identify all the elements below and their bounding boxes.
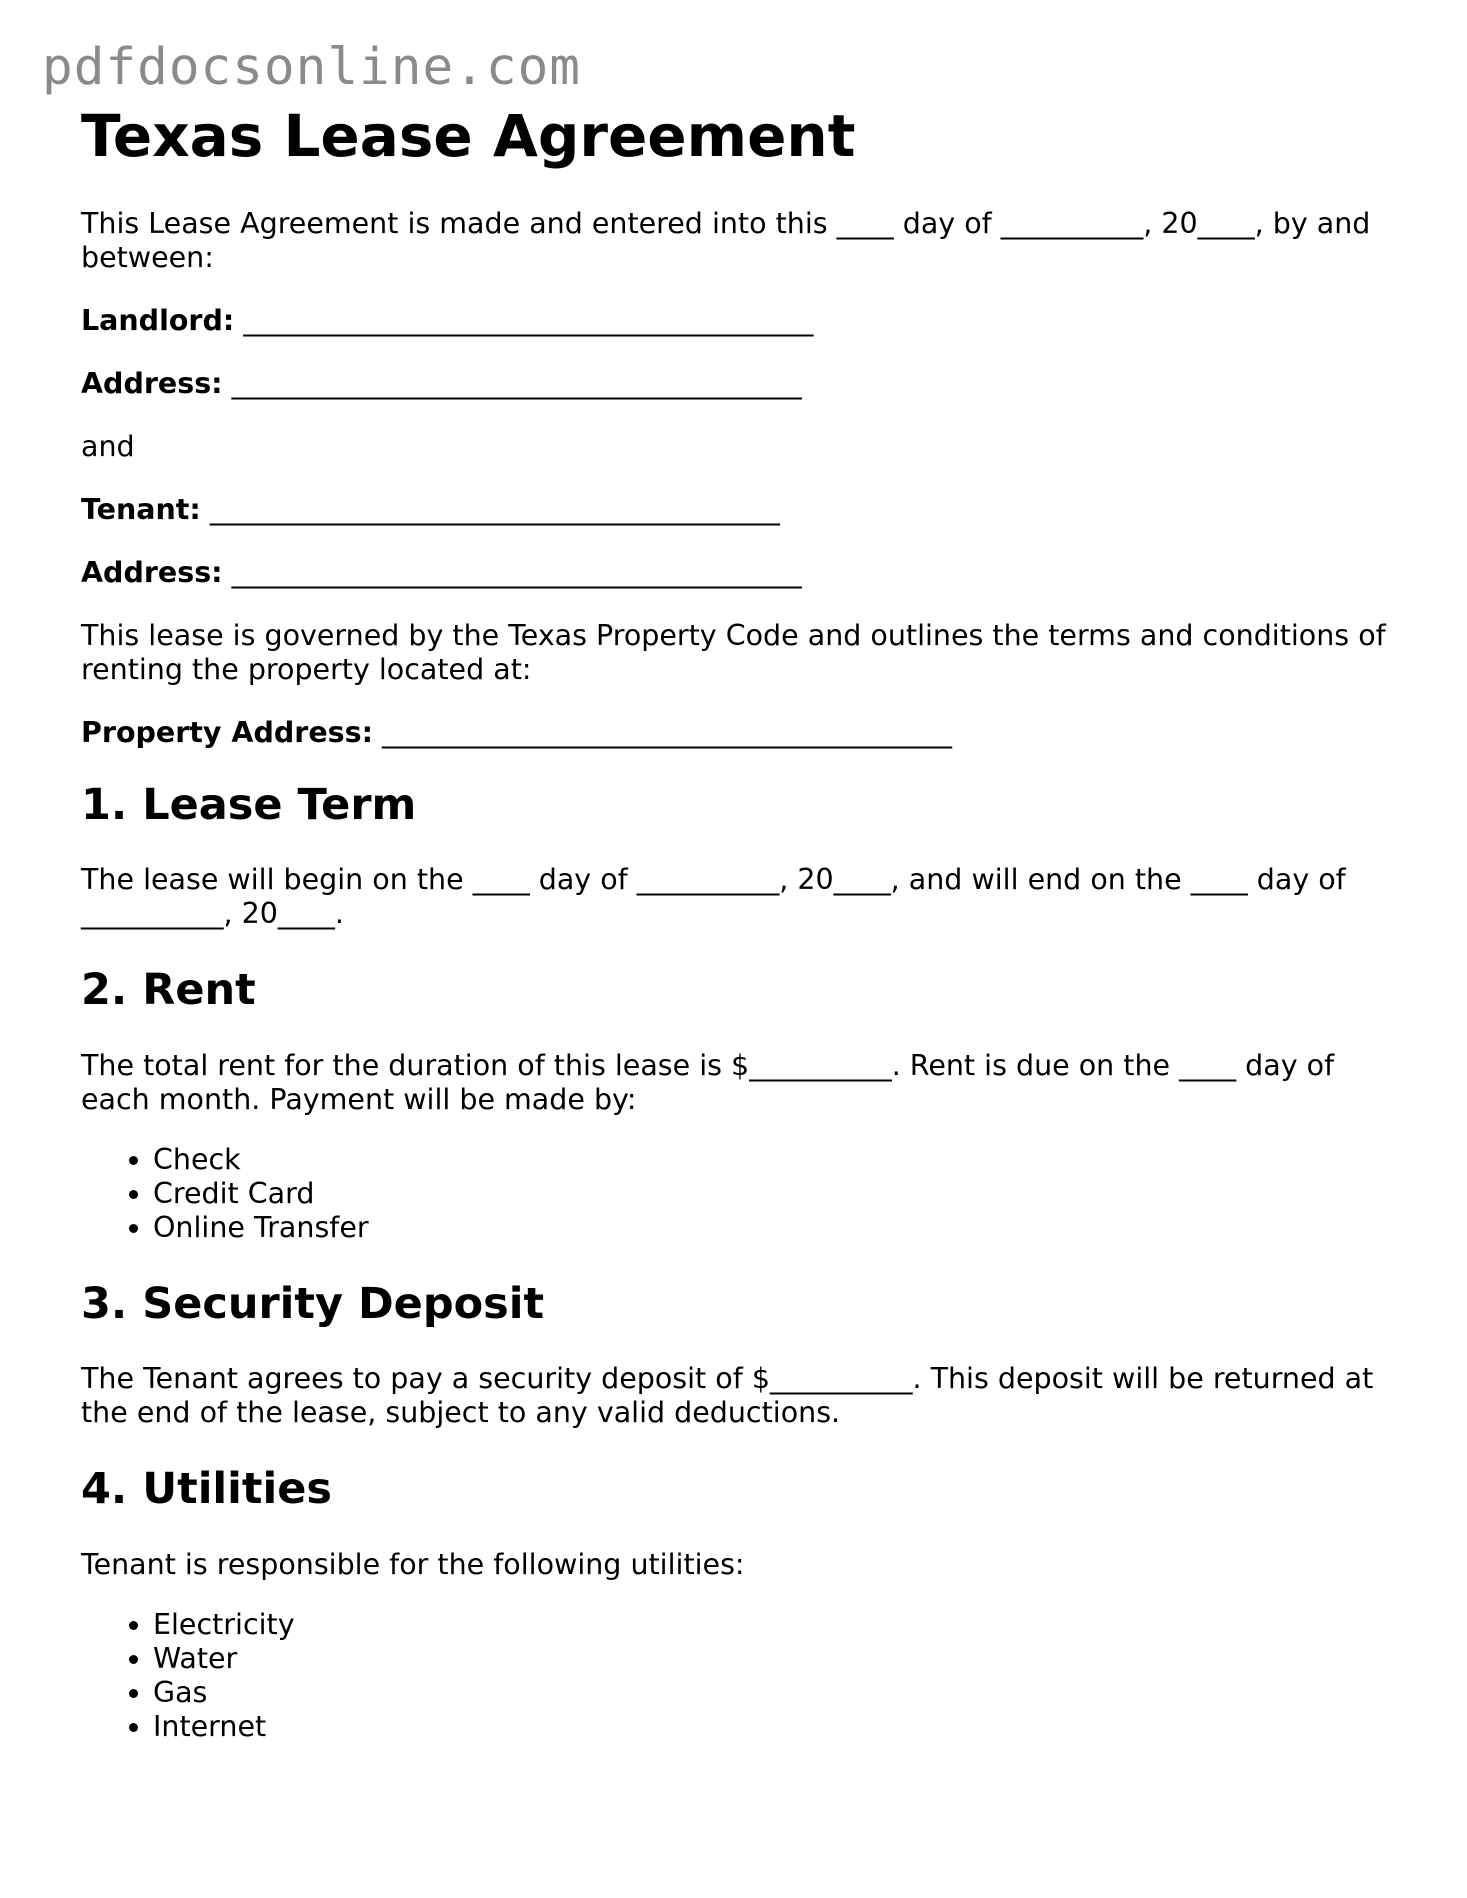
rent-text: The total rent for the duration of this lease is $__________. Rent is due on the ____ day of each month. Payment will be made by: <box>81 1048 1335 1116</box>
list-item: • Credit Card <box>153 1177 1391 1211</box>
lease-term-heading: 1. Lease Term <box>81 779 417 830</box>
landlord-field <box>81 304 1391 338</box>
intro-paragraph: This Lease Agreement is made and entered into this ____ day of __________, 20____, by and between: <box>81 206 1371 274</box>
property-address-field <box>81 716 1391 750</box>
landlord-blank: ________________________________________ <box>234 303 814 337</box>
landlord-address-label: Address: <box>81 366 223 400</box>
tenant-blank: ________________________________________ <box>200 492 780 526</box>
property-address-blank: ________________________________________ <box>373 715 953 749</box>
payment-methods-list <box>81 1143 1391 1245</box>
lease-term-text: The lease will begin on the ____ day of __________, 20____, and will end on the ____ day of __________, 20____. <box>81 863 1346 931</box>
list-item: • Check <box>153 1143 1391 1177</box>
list-item: • Water <box>153 1642 1391 1676</box>
property-address-label: Property Address: <box>81 715 373 749</box>
list-item: • Gas <box>153 1676 1391 1710</box>
tenant-address-field <box>81 556 1391 590</box>
landlord-address-field <box>81 367 1391 401</box>
tenant-address-blank: ________________________________________ <box>222 555 802 589</box>
tenant-label: Tenant: <box>81 492 201 526</box>
tenant-address-label: Address: <box>81 555 223 589</box>
security-deposit-text: The Tenant agrees to pay a security deposit of $__________. This deposit will be returned at the end of the lease, subject to any valid deductions. <box>81 1362 1374 1430</box>
landlord-label: Landlord: <box>81 303 235 337</box>
utilities-text: Tenant is responsible for the following utilities: <box>81 1547 745 1581</box>
watermark: pdfdocsonline.com <box>42 38 581 97</box>
security-deposit-heading: 3. Security Deposit <box>81 1278 545 1329</box>
list-item: • Internet <box>153 1710 1391 1744</box>
landlord-address-blank: ________________________________________ <box>222 366 802 400</box>
document-page <box>81 100 1391 1744</box>
governed-paragraph: This lease is governed by the Texas Property Code and outlines the terms and conditions of renting the property located at: <box>81 618 1386 686</box>
list-item: • Online Transfer <box>153 1211 1391 1245</box>
utilities-heading: 4. Utilities <box>81 1464 332 1515</box>
and-text: and <box>81 429 135 463</box>
list-item: • Electricity <box>153 1608 1391 1642</box>
tenant-field <box>81 493 1391 527</box>
document-title: Texas Lease Agreement <box>81 102 856 170</box>
rent-heading: 2. Rent <box>81 965 256 1016</box>
utilities-list <box>81 1608 1391 1744</box>
